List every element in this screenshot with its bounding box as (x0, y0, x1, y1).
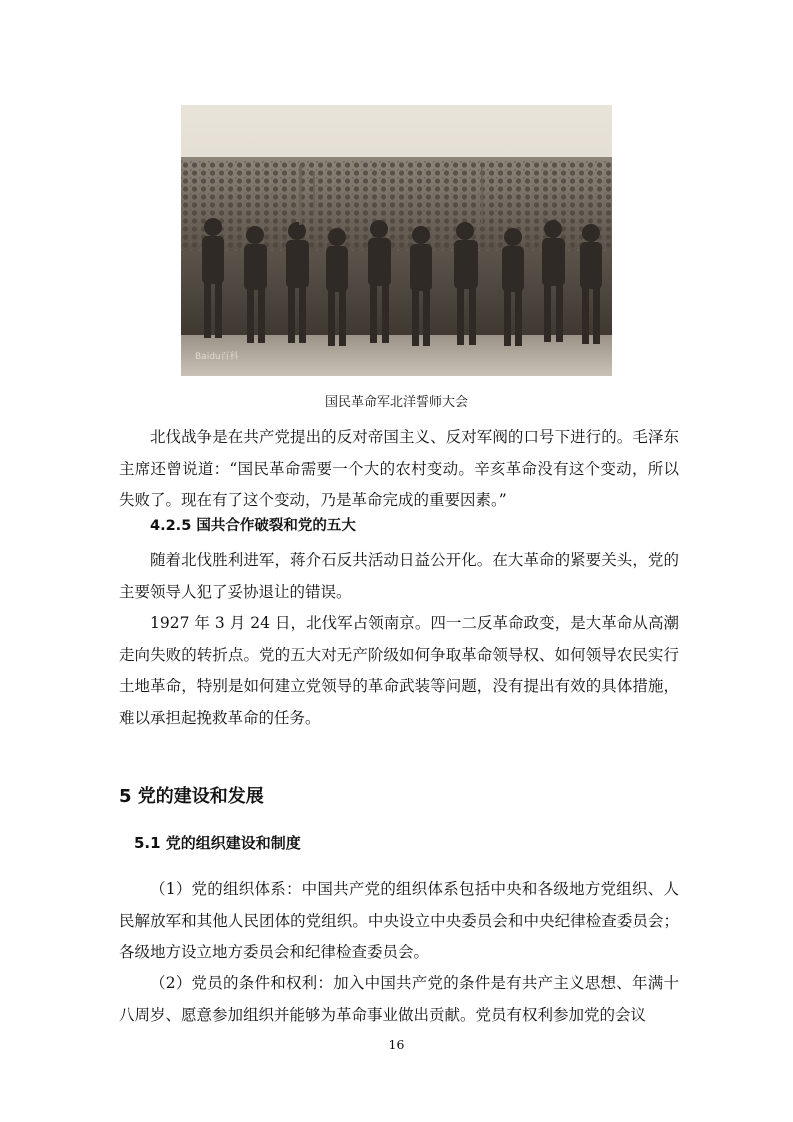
page-number: 16 (388, 1037, 405, 1052)
figure-caption: 国民革命军北洋誓师大会 (324, 395, 468, 410)
chapter-heading-5: 5 党的建设和发展 (119, 786, 264, 807)
subsection-heading-4-2-5: 4.2.5 国共合作破裂和党的五大 (150, 518, 356, 534)
paragraph-fifth-congress: 1927 年 3 月 24 日，北伐军占领南京。四一二反革命政变，是大革命从高潮走向失败的转折点。党的五大对无产阶级如何争取革命领导权、如何领导农民实行土地革命，特别是如何建立党领导的革命武装等问题，没有提出有效的具体措施，难以承担起挽救革命的任务。 (119, 614, 679, 727)
historical-photo (181, 105, 612, 376)
section-heading-5-1: 5.1 党的组织建设和制度 (134, 834, 301, 852)
paragraph-member-conditions: （2）党员的条件和权利：加入中国共产党的条件是有共产主义思想、年满十八周岁、愿意参加组织并能够为革命事业做出贡献。党员有权利参加党的会议 (119, 974, 679, 1024)
paragraph-northern-expedition: 北伐战争是在共产党提出的反对帝国主义、反对军阀的口号下进行的。毛泽东主席还曾说道：“国民革命需要一个大的农村变动。辛亥革命没有这个变动，所以失败了。现在有了这个变动，乃是革命完成的重要因素。” (119, 428, 679, 509)
paragraph-organization-system: （1）党的组织体系：中国共产党的组织体系包括中央和各级地方党组织、人民解放军和其他人民团体的党组织。中央设立中央委员会和中央纪律检查委员会；各级地方设立地方委员会和纪律检查委员会。 (119, 880, 679, 961)
military-parade-photo-icon (181, 105, 612, 376)
watermark-text: Baidu百科 (195, 352, 239, 362)
paragraph-kmt-split: 随着北伐胜利进军，蒋介石反共活动日益公开化。在大革命的紧要关头，党的主要领导人犯了妥协退让的错误。 (119, 551, 679, 601)
